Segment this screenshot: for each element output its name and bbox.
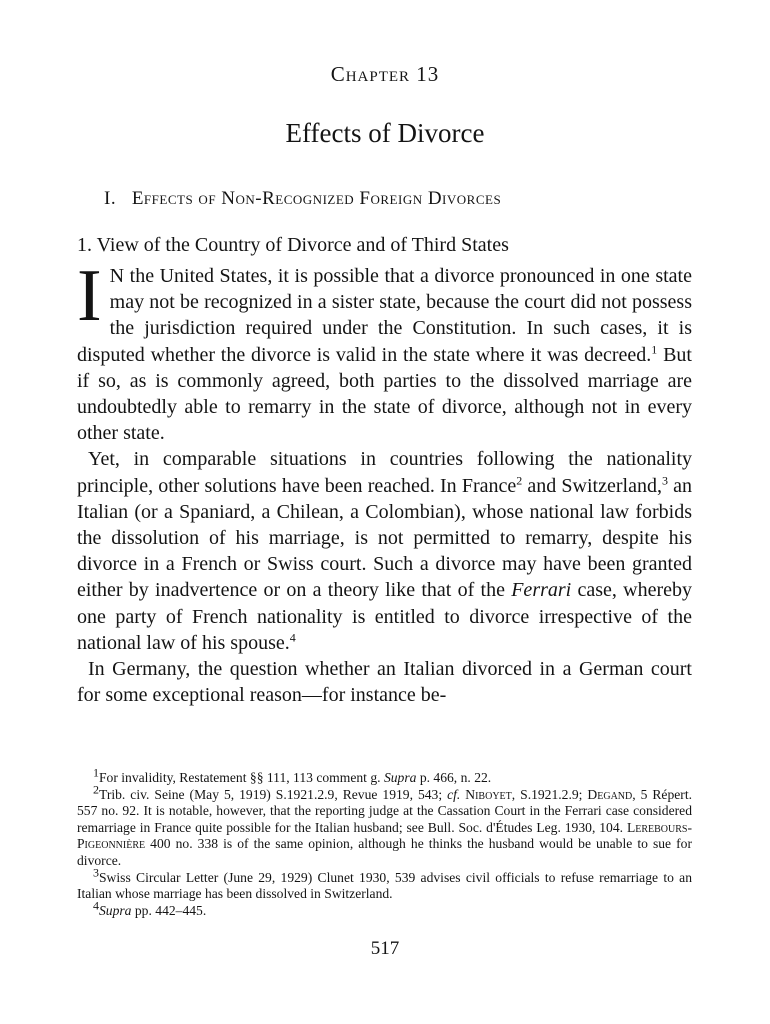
footnote-2-author-2: Degand [587, 786, 633, 802]
footnote-2-mark: 2 [93, 782, 99, 797]
paragraph-3: In Germany, the question whether an Italian divorced in a German court for some exceptional reason—for instance be- [77, 658, 692, 707]
drop-cap: I [77, 255, 102, 337]
footnote-4-supra: Supra [99, 902, 132, 918]
paragraph-2-text-a: Yet, in comparable situations in countries following the nationality principle, other solutions have been reached. In France [77, 448, 692, 497]
footnote-4-text: pp. 442–445. [131, 902, 207, 918]
footnote-1-supra: Supra [383, 770, 417, 785]
subsection-heading: 1. View of the Country of Divorce and of Third States [77, 234, 509, 256]
footnote-3 [77, 865, 692, 903]
paragraph-2 [77, 446, 692, 656]
page-number: 517 [370, 938, 400, 959]
chapter-label: Chapter [330, 62, 411, 86]
footnote-1-text-b: p. 466, n. 22. [416, 770, 492, 785]
chapter-title: Effects of Divorce [285, 118, 485, 148]
body-text [77, 255, 693, 708]
footnote-2 [77, 782, 692, 870]
footnote-4-mark: 4 [93, 898, 99, 913]
footnote-ref-4[interactable]: 4 [289, 630, 296, 645]
chapter-number: 13 [416, 62, 440, 86]
paragraph-1 [77, 255, 692, 446]
footnote-ref-1[interactable]: 1 [651, 341, 658, 356]
footnote-2-text-b: , S.1921.2.9; [511, 786, 588, 802]
section-title: Effects of Non-Recognized Foreign Divorces [131, 188, 502, 209]
paragraph-2-text-d: case, whereby one party of French nationality is entitled to divorce irrespective of the national law of his spouse. [77, 579, 693, 654]
footnote-2-text-d: 400 no. 338 is of the same opinion, although he thinks the husband would be unable to sue for divorce. [77, 836, 692, 868]
footnote-1-text-a: For invalidity, Restatement §§ 111, 113 comment g. [99, 770, 384, 785]
footnote-3-mark: 3 [93, 865, 99, 880]
footnote-1-mark: 1 [93, 765, 99, 780]
footnote-2-author-3: Lerebours-Pigeonnière [77, 819, 692, 852]
footnote-2-text-a: Trib. civ. Seine (May 5, 1919) S.1921.2.9, Revue 1919, 543; [99, 786, 448, 802]
footnote-2-text-c: , 5 Répert. 557 no. 92. It is notable, however, that the reporting judge at the Cassation Court in the Ferrari case considered remarriage in France quite possible for the Italian husband; see Bull. Soc. d'Études Leg. 1930, 104. [77, 786, 692, 835]
footnote-ref-2[interactable]: 2 [516, 472, 523, 487]
paragraph-2-text-b: and Switzerland, [522, 474, 662, 497]
paragraph-1-text-a: N the United States, it is possible that a divorce pronounced in one state may not be recognized in a sister state, because the court did not possess the jurisdiction required under the Constitution. In such cases, it is disputed whether the divorce is valid in the state where it was decreed. [77, 265, 692, 366]
paragraph-2-text-c: an Italian (or a Spaniard, a Chilean, a Colombian), whose national law forbids the dissolution of his marriage, is not permitted to remarry, despite his divorce in a French or Swiss court. Such a divorce may have been granted either by inadvertence or on a theory like that of the [77, 474, 692, 602]
footnotes [77, 765, 692, 919]
chapter-heading [0, 62, 770, 87]
footnote-2-cf: cf. [447, 786, 461, 802]
footnote-ref-3[interactable]: 3 [661, 472, 668, 487]
footnote-4 [77, 898, 692, 920]
paragraph-1-text-b: But if so, as is commonly agreed, both parties to the dissolved marriage are undoubtedly able to remarry in the state of divorce, although not in every other state. [77, 343, 692, 445]
footnote-3-text: Swiss Circular Letter (June 29, 1929) Clunet 1930, 539 advises civil officials to refuse remarriage to an Italian whose marriage has been dissolved in Switzerland. [77, 869, 692, 902]
section-numeral: I. [104, 188, 117, 209]
footnote-1 [77, 765, 692, 787]
footnote-2-author-1: Niboyet [465, 786, 512, 802]
section-heading [104, 188, 501, 210]
case-name: Ferrari [511, 579, 572, 602]
